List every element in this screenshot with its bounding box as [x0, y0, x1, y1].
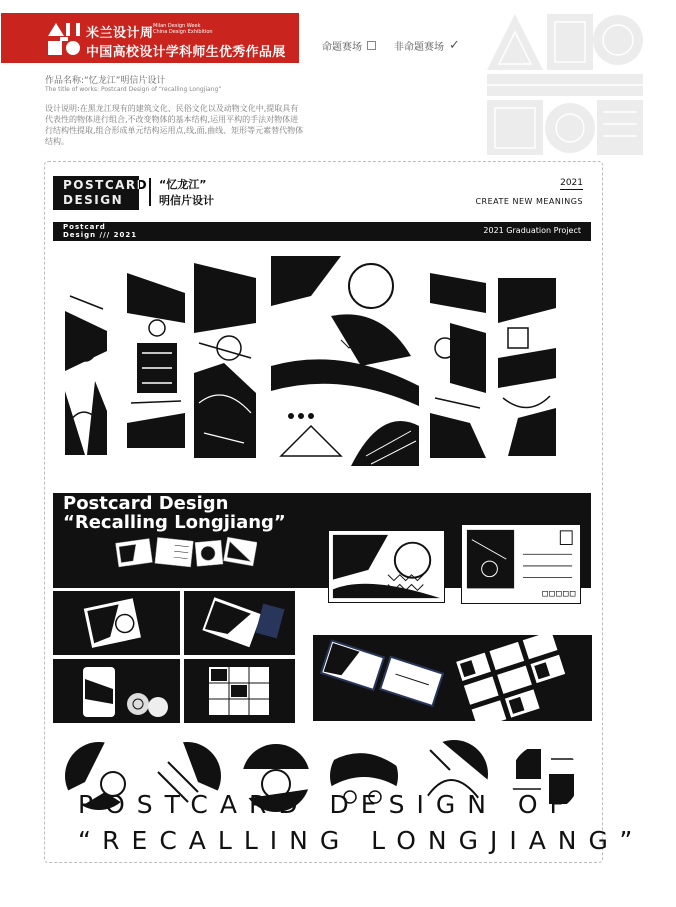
postcard-panel-1 — [65, 291, 107, 455]
poster-info-strip — [53, 222, 591, 241]
checkmark-icon[interactable]: ✓ — [449, 38, 460, 53]
work-description: 设计说明:在黑龙江现有的建筑文化、民俗文化以及动物文化中,提取具有代表性的物体进行组合,不改变物体的基本结构,运用平构的手法对物体进行结构性提取,组合形成单元结构运用点,线,面,曲线、矩形等元素替代物体结构。 — [45, 104, 304, 146]
poster-board — [44, 161, 645, 863]
poster-big-title-1: POSTCARD DESIGN OF — [78, 790, 576, 819]
option-open-topic[interactable]: 非命题赛场 ✓ — [394, 38, 460, 53]
poster-title-cn-1: “忆龙江” — [159, 178, 207, 191]
postcard-back-mockup — [461, 524, 581, 604]
brand-name-cn: 米兰设计周 — [86, 26, 154, 41]
poster-big-title-2: “RECALLING LONGJIANG” — [78, 826, 645, 855]
band-title-2: “Recalling Longjiang” — [63, 512, 286, 533]
mockup-card-fan — [184, 591, 295, 655]
postcard-panel-center — [271, 256, 419, 466]
mockup-jar-and-pins — [53, 659, 180, 723]
scattered-postcards — [112, 533, 257, 575]
exhibition-brand-banner — [1, 13, 299, 63]
work-title-cn: 作品名称:“忆龙江”明信片设计 — [45, 76, 166, 86]
strip-label: Postcard — [63, 223, 106, 231]
mockup-card-stack — [53, 591, 180, 655]
mockup-postcard-layout — [313, 635, 592, 721]
strip-sublabel: Design /// 2021 — [63, 231, 138, 239]
postcard-panel-5 — [430, 273, 486, 458]
poster-title-en: POSTCARD DESIGN — [63, 178, 149, 207]
exhibition-name-cn: 中国高校设计学科师生优秀作品展 — [86, 45, 286, 60]
postcard-panel-2 — [127, 273, 185, 448]
decorative-logo-pattern-icon — [485, 12, 645, 157]
brand-name-en: Milan Design Week China Design Exhibition — [153, 23, 213, 35]
poster-title-cn-2: 明信片设计 — [159, 194, 214, 207]
option-assigned-topic[interactable]: 命题赛场 — [322, 38, 376, 53]
exhibition-logo-icon — [46, 21, 82, 57]
title-divider — [149, 178, 151, 206]
postcard-panel-3 — [194, 263, 256, 458]
mockup-puzzle — [184, 659, 295, 723]
poster-year: 2021 — [560, 178, 583, 188]
work-title-en: The title of works: Postcard Design of “recalling Longjiang” — [45, 86, 222, 93]
strip-project-label: 2021 Graduation Project — [483, 226, 581, 235]
postcard-panel-6 — [498, 278, 556, 456]
poster-tagline: CREATE NEW MEANINGS — [475, 197, 583, 206]
checkbox-icon[interactable] — [367, 41, 376, 50]
band-title-1: Postcard Design — [63, 493, 229, 514]
postcard-front-mockup — [328, 530, 445, 603]
